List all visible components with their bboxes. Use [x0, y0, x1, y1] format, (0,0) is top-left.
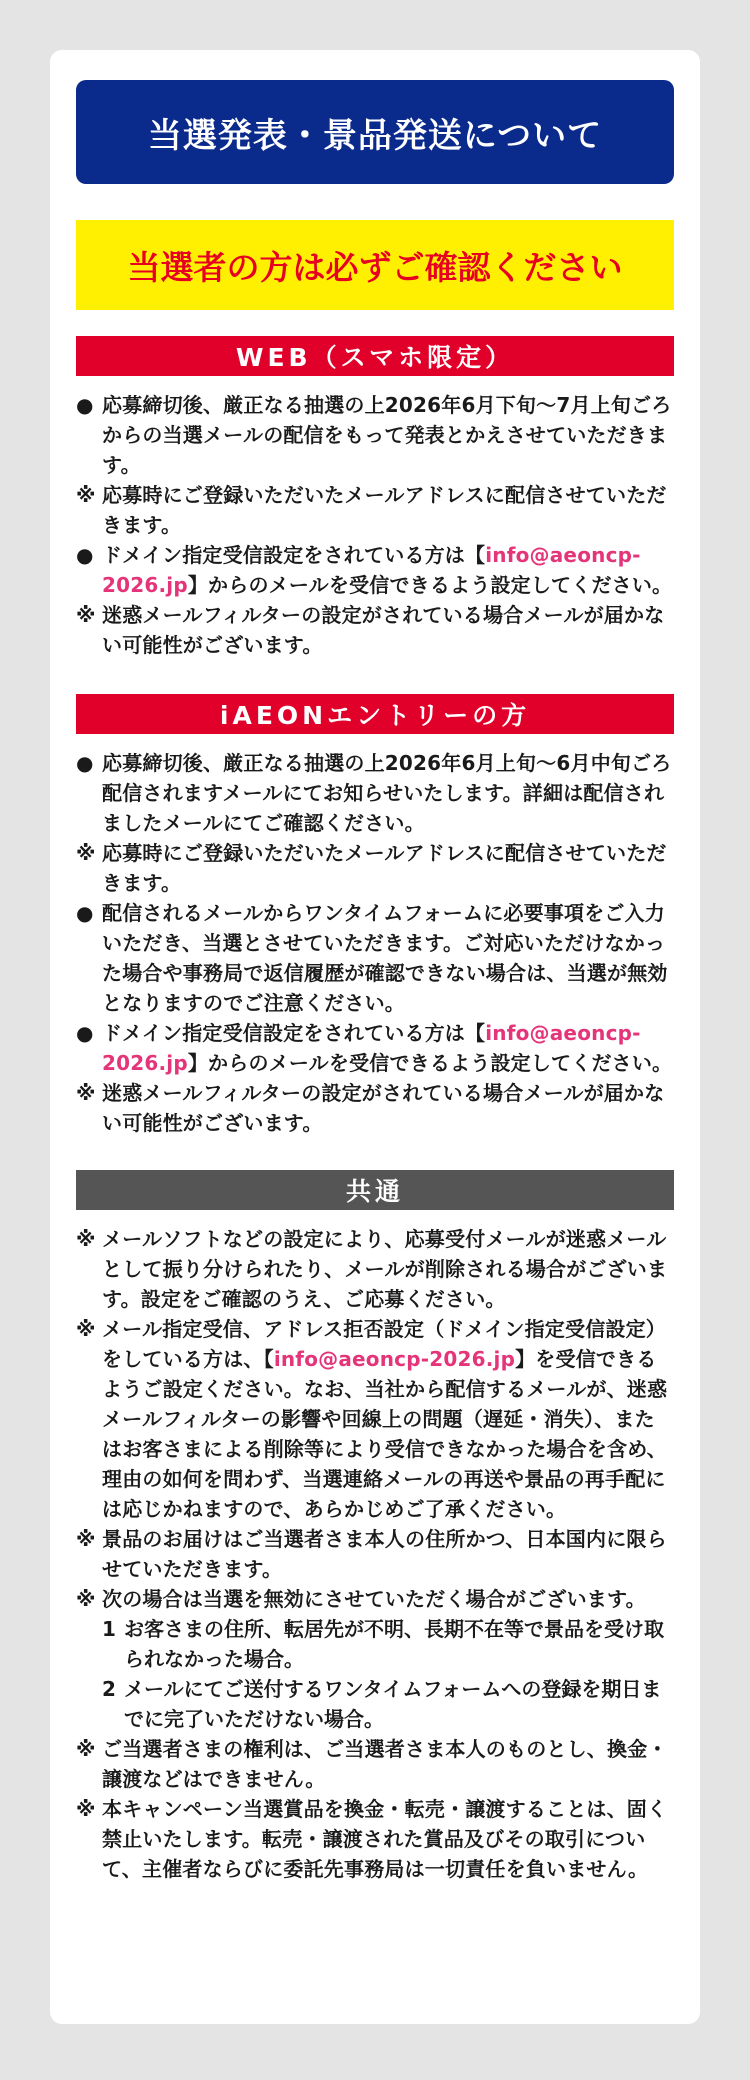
note-mark-icon: ※	[76, 1527, 96, 1551]
item-text: 】からのメールを受信できるよう設定してください。	[187, 573, 673, 597]
item-text: 】を受信できるようご設定ください。なお、当社から配信するメールが、迷惑メールフィルターの影響や回線上の問題（遅延・消失）、またはお客さまによる削除等により受信できなかった場合を含め、理由の如何を問わず、当選連絡メールの再送や景品の再手配には応じかねますので、あらかじめご了承ください。	[102, 1347, 668, 1521]
list-item	[76, 1734, 674, 1794]
note-mark-icon: ※	[76, 1737, 96, 1761]
list-item	[76, 898, 674, 1018]
item-text: お客さまの住所、転居先が不明、長期不在等で景品を受け取られなかった場合。	[124, 1617, 664, 1671]
sub-list-item	[76, 1614, 674, 1674]
item-text: 迷惑メールフィルターの設定がされている場合メールが届かない可能性がございます。	[102, 1081, 665, 1135]
item-text: ドメイン指定受信設定をされている方は【	[102, 543, 486, 567]
item-text: 本キャンペーン当選賞品を換金・転売・譲渡することは、固く禁止いたします。転売・譲渡された賞品及びその取引について、主催者ならびに委託先事務局は一切責任を負いません。	[102, 1797, 668, 1881]
item-number: 2	[102, 1677, 116, 1701]
winner-notice-banner: 当選者の方は必ずご確認ください	[76, 220, 674, 310]
note-mark-icon: ※	[76, 841, 96, 865]
item-text: 】からのメールを受信できるよう設定してください。	[187, 1051, 673, 1075]
iaeon-notes-list	[76, 748, 674, 1138]
list-item	[76, 1078, 674, 1138]
common-notes-list	[76, 1224, 674, 1884]
bullet-icon: ●	[76, 751, 94, 775]
item-number: 1	[102, 1617, 116, 1641]
campaign-notice-card	[50, 50, 700, 2024]
email-link[interactable]: info@aeoncp-2026.jp	[102, 1021, 641, 1075]
web-notes-list	[76, 390, 674, 660]
note-mark-icon: ※	[76, 1797, 96, 1821]
section-heading-common: 共通	[76, 1170, 674, 1210]
section-heading-web: WEB（スマホ限定）	[76, 336, 674, 376]
note-mark-icon: ※	[76, 1587, 96, 1611]
list-item	[76, 1314, 674, 1524]
item-text: 応募締切後、厳正なる抽選の上2026年6月上旬～6月中旬ごろ配信されますメールにてお知らせいたします。詳細は配信されましたメールにてご確認ください。	[102, 751, 672, 835]
list-item	[76, 540, 674, 600]
note-mark-icon: ※	[76, 1227, 96, 1251]
note-mark-icon: ※	[76, 1317, 96, 1341]
item-text: 応募締切後、厳正なる抽選の上2026年6月下旬～7月上旬ごろからの当選メールの配信をもって発表とかえさせていただきます。	[102, 393, 672, 477]
list-item	[76, 390, 674, 480]
section-heading-iaeon: iAEONエントリーの方	[76, 694, 674, 734]
item-text: メールにてご送付するワンタイムフォームへの登録を期日までに完了いただけない場合。	[124, 1677, 662, 1731]
list-item	[76, 600, 674, 660]
item-text: メール指定受信、アドレス拒否設定（ドメイン指定受信設定）をしている方は、【	[102, 1317, 666, 1371]
list-item	[76, 480, 674, 540]
note-mark-icon: ※	[76, 1081, 96, 1105]
item-text: 迷惑メールフィルターの設定がされている場合メールが届かない可能性がございます。	[102, 603, 665, 657]
list-item	[76, 1524, 674, 1584]
list-item	[76, 1794, 674, 1884]
item-text: 応募時にご登録いただいたメールアドレスに配信させていただきます。	[102, 483, 667, 537]
item-text: 応募時にご登録いただいたメールアドレスに配信させていただきます。	[102, 841, 667, 895]
item-text: メールソフトなどの設定により、応募受付メールが迷惑メールとして振り分けられたり、メールが削除される場合がございます。設定をご確認のうえ、ご応募ください。	[102, 1227, 668, 1311]
item-text: 配信されるメールからワンタイムフォームに必要事項をご入力いただき、当選とさせていただきます。ご対応いただけなかった場合や事務局で返信履歴が確認できない場合は、当選が無効となりますのでご注意ください。	[102, 901, 668, 1015]
email-link[interactable]: info@aeoncp-2026.jp	[102, 543, 641, 597]
bullet-icon: ●	[76, 393, 94, 417]
list-item	[76, 1224, 674, 1314]
item-text: 景品のお届けはご当選者さま本人の住所かつ、日本国内に限らせていただきます。	[102, 1527, 667, 1581]
note-mark-icon: ※	[76, 603, 96, 627]
bullet-icon: ●	[76, 901, 94, 925]
item-text: ご当選者さまの権利は、ご当選者さま本人のものとし、換金・譲渡などはできません。	[102, 1737, 668, 1791]
item-text: ドメイン指定受信設定をされている方は【	[102, 1021, 486, 1045]
bullet-icon: ●	[76, 543, 94, 567]
list-item	[76, 1018, 674, 1078]
list-item	[76, 1584, 674, 1614]
list-item	[76, 838, 674, 898]
page-title: 当選発表・景品発送について	[76, 80, 674, 184]
email-link[interactable]: info@aeoncp-2026.jp	[273, 1347, 516, 1371]
bullet-icon: ●	[76, 1021, 94, 1045]
note-mark-icon: ※	[76, 483, 96, 507]
item-text: 次の場合は当選を無効にさせていただく場合がございます。	[102, 1587, 646, 1611]
list-item	[76, 748, 674, 838]
sub-list-item	[76, 1674, 674, 1734]
